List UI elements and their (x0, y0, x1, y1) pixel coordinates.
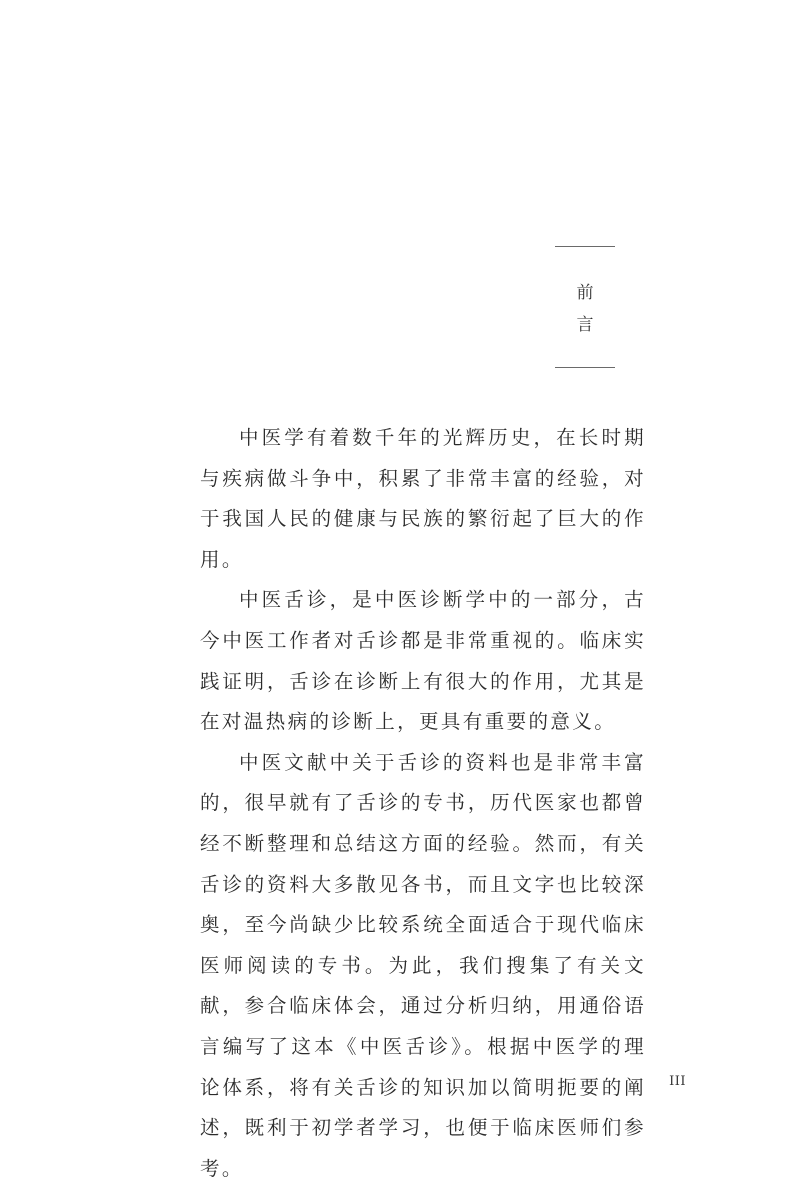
paragraph-tongue-diagnosis: 中医舌诊，是中医诊断学中的一部分，古今中医工作者对舌诊都是非常重视的。临床实践证明，舌诊在诊断上有很大的作用，尤其是在对温热病的诊断上，更具有重要的意义。 (200, 588, 646, 734)
title-char-second: 言 (576, 315, 594, 335)
page-number: III (669, 1074, 686, 1089)
paragraph-history: 中医学有着数千年的光辉历史，在长时期与疾病做斗争中，积累了非常丰富的经验，对于我国人民的健康与民族的繁衍起了巨大的作用。 (200, 426, 646, 571)
title-bottom-rule (555, 367, 615, 368)
title-top-rule (555, 246, 615, 247)
section-title-block (555, 246, 615, 368)
preface-body (200, 418, 646, 1189)
title-char-first: 前 (576, 283, 594, 303)
paragraph-literature: 中医文献中关于舌诊的资料也是非常丰富的，很早就有了舌诊的专书，历代医家也都曾经不断整理和总结这方面的经验。然而，有关舌诊的资料大多散见各书，而且文字也比较深奥，至今尚缺少比较系统全面适合于现代临床医师阅读的专书。为此，我们搜集了有关文献，参合临床体会，通过分析归纳，用通俗语言编写了这本《中医舌诊》。根据中医学的理论体系，将有关舌诊的知识加以简明扼要的阐述，既利于初学者学习，也便于临床医师们参考。 (200, 750, 646, 1180)
